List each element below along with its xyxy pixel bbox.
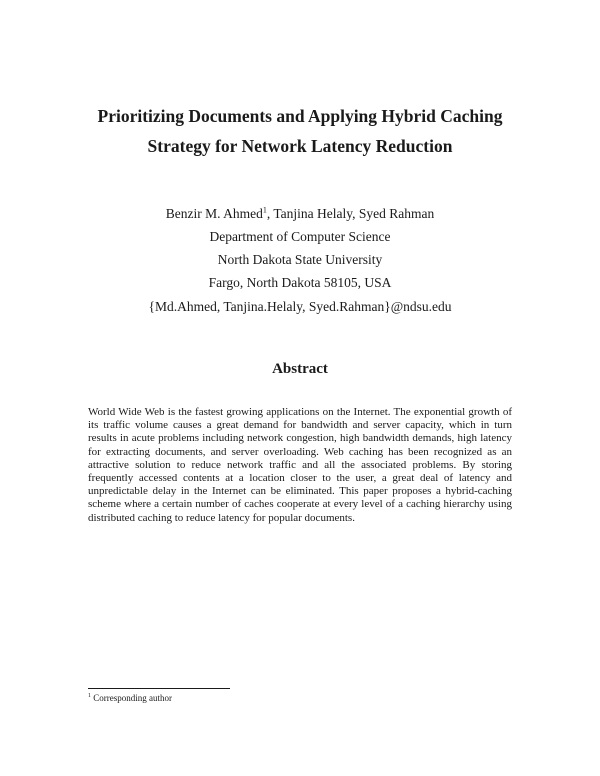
author-emails: {Md.Ahmed, Tanjina.Helaly, Syed.Rahman}@ndsu.edu (148, 299, 452, 314)
author-footnote-mark: 1 (262, 205, 267, 215)
footnote (88, 694, 172, 703)
author-list (80, 207, 520, 221)
department: Department of Computer Science (209, 229, 391, 244)
footnote-text: Corresponding author (91, 693, 172, 703)
location: Fargo, North Dakota 58105, USA (208, 275, 392, 290)
abstract-body: World Wide Web is the fastest growing applications on the Internet. The exponential growth of its traffic volume causes a great demand for bandwidth and server capacity, which in turn results in acute problems including network congestion, high bandwidth demands, high latency for extracting documents, and server overloading. Web caching has been recognized as an attractive solution to reduce network traffic and all the associated problems. By storing frequently accessed contents at a location closer to the user, a great deal of latency and unpredictable delay in the Internet can be eliminated. This paper proposes a hybrid-caching scheme where a certain number of caches cooperate at every level of a caching hierarchy using distributed caching to reduce latency for popular documents. (88, 406, 512, 524)
university: North Dakota State University (217, 252, 383, 267)
paper-title-line-1: Prioritizing Documents and Applying Hybrid Caching (97, 106, 503, 126)
abstract-heading: Abstract (272, 361, 328, 377)
paper-title-line-2: Strategy for Network Latency Reduction (147, 136, 453, 156)
footnote-mark: 1 (88, 693, 91, 699)
coauthors: , Tanjina Helaly, Syed Rahman (266, 206, 435, 221)
first-author: Benzir M. Ahmed (165, 206, 263, 221)
footnote-divider (88, 688, 230, 689)
